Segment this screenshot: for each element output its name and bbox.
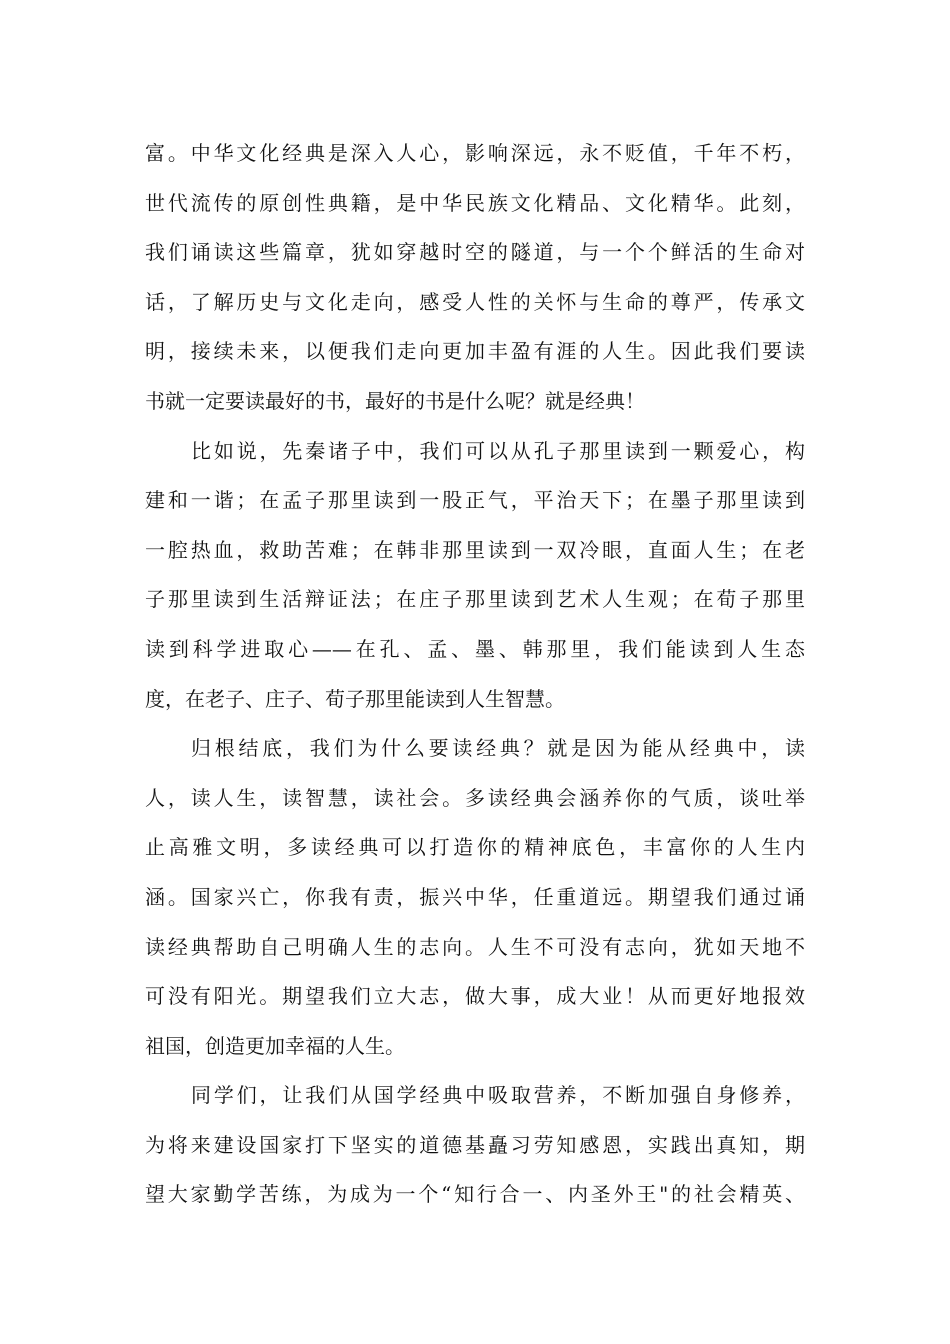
text-line: 比如说，先秦诸子中，我们可以从孔子那里读到一颗爱心，构 bbox=[191, 438, 805, 463]
text-line: 人，读人生，读智慧，读社会。多读经典会涵养你的气质，谈吐举 bbox=[145, 785, 805, 810]
text-line: 祖国，创造更加幸福的人生。 bbox=[145, 1033, 405, 1058]
text-line: 读到科学进取心——在孔、孟、墨、韩那里，我们能读到人生态 bbox=[145, 636, 805, 661]
body-text bbox=[145, 129, 805, 1220]
text-line: 度，在老子、庄子、荀子那里能读到人生智慧。 bbox=[145, 686, 565, 711]
text-line: 一腔热血，救助苦难；在韩非那里读到一双冷眼，直面人生；在老 bbox=[145, 537, 805, 562]
text-line: 归根结底，我们为什么要读经典？就是因为能从经典中，读 bbox=[191, 736, 805, 761]
text-line: 世代流传的原创性典籍，是中华民族文化精品、文化精华。此刻， bbox=[145, 190, 805, 215]
text-line: 为将来建设国家打下坚实的道德基矗习劳知感恩，实践出真知，期 bbox=[145, 1132, 805, 1157]
text-line: 望大家勤学苦练，为成为一个“知行合一、内圣外王"的社会精英、 bbox=[145, 1182, 805, 1207]
text-line: 子那里读到生活辩证法；在庄子那里读到艺术人生观；在荀子那里 bbox=[145, 587, 805, 612]
text-line: 止高雅文明，多读经典可以打造你的精神底色，丰富你的人生内 bbox=[145, 835, 805, 860]
text-line: 同学们，让我们从国学经典中吸取营养，不断加强自身修养， bbox=[191, 1083, 805, 1108]
text-line: 可没有阳光。期望我们立大志，做大事，成大业！从而更好地报效 bbox=[145, 984, 805, 1009]
text-line: 话，了解历史与文化走向，感受人性的关怀与生命的尊严，传承文 bbox=[145, 289, 805, 314]
text-line: 书就一定要读最好的书，最好的书是什么呢？就是经典！ bbox=[145, 388, 645, 413]
text-line: 富。中华文化经典是深入人心，影响深远，永不贬值，千年不朽， bbox=[145, 141, 805, 165]
text-line: 涵。国家兴亡，你我有责，振兴中华，任重道远。期望我们通过诵 bbox=[145, 884, 805, 909]
text-line: 我们诵读这些篇章，犹如穿越时空的隧道，与一个个鲜活的生命对 bbox=[145, 240, 805, 265]
text-line: 建和一谐；在孟子那里读到一股正气，平治天下；在墨子那里读到 bbox=[145, 488, 805, 513]
text-line: 明，接续未来，以便我们走向更加丰盈有涯的人生。因此我们要读 bbox=[145, 339, 805, 364]
text-line: 读经典帮助自己明确人生的志向。人生不可没有志向，犹如天地不 bbox=[145, 934, 805, 959]
